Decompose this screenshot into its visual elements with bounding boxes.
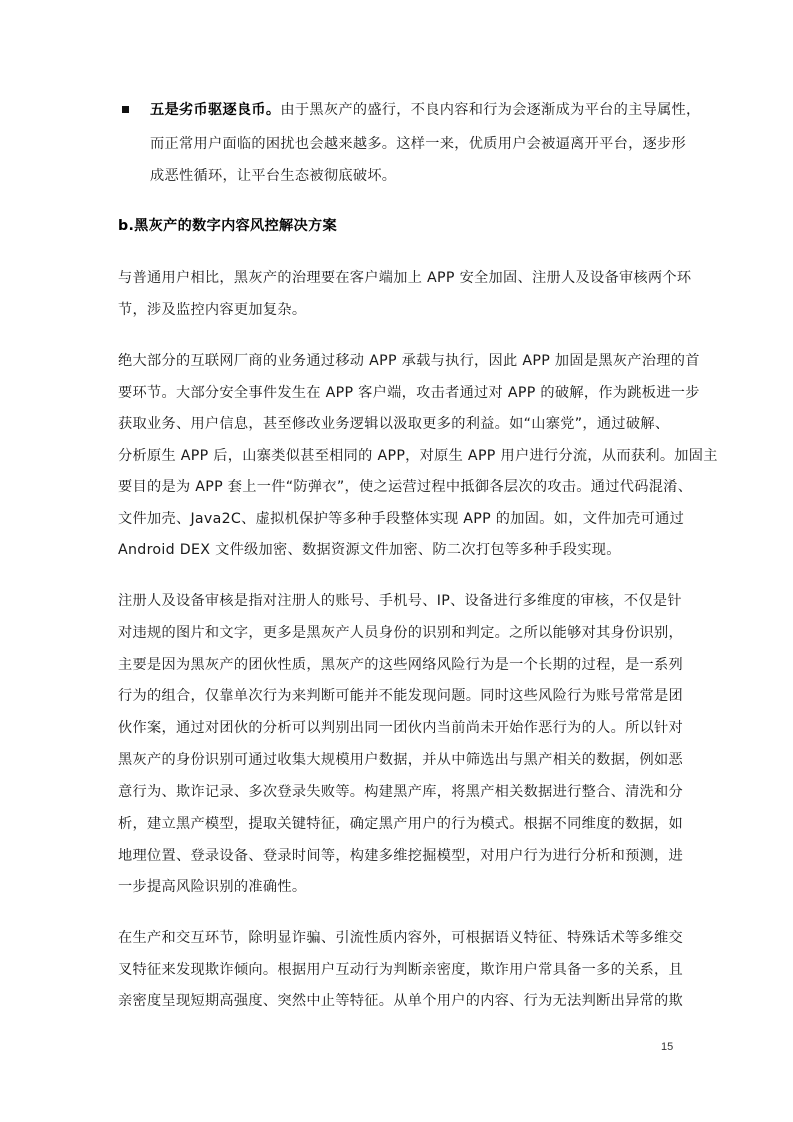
paragraph-2-line: Android DEX 文件级加密、数据资源文件加密、防二次打包等多种手段实现。 (118, 542, 621, 558)
bullet-line-1 (150, 100, 701, 120)
paragraph-3-line: 意行为、欺诈记录、多次登录失败等。构建黑产库，将黑产相关数据进行整合、清洗和分 (118, 784, 684, 800)
bullet-line-3: 成恶性循环，让平台生态被彻底破坏。 (150, 168, 397, 184)
paragraph-3-line: 注册人及设备审核是指对注册人的账号、手机号、IP、设备进行多维度的审核，不仅是针 (118, 593, 682, 609)
paragraph-3-line: 析，建立黑产模型，提取关键特征，确定黑产用户的行为模式。根据不同维度的数据，如 (118, 816, 684, 832)
paragraph-3-line: 对违规的图片和文字，更多是黑灰产人员身份的识别和判定。之所以能够对其身份识别， (118, 625, 684, 641)
bullet-line-1-text: 由于黑灰产的盛行，不良内容和行为会逐渐成为平台的主导属性， (280, 102, 701, 118)
paragraph-3-line: 伙作案，通过对团伙的分析可以判别出同一团伙内当前尚未开始作恶行为的人。所以针对 (118, 720, 684, 736)
paragraph-1-line: 与普通用户相比，黑灰产的治理要在客户端加上 APP 安全加固、注册人及设备审核两个环 (118, 270, 692, 286)
paragraph-4-line: 亲密度呈现短期高强度、突然中止等特征。从单个用户的内容、行为无法判断出异常的欺 (118, 993, 684, 1009)
paragraph-3-line: 主要是因为黑灰产的团伙性质，黑灰产的这些网络风险行为是一个长期的过程，是一系列 (118, 657, 684, 673)
bullet-lead: 五是劣币驱逐良币。 (150, 102, 281, 118)
paragraph-3-line: 行为的组合，仅靠单次行为来判断可能并不能发现问题。同时这些风险行为账号常常是团 (118, 688, 684, 704)
paragraph-3-line: 地理位置、登录设备、登录时间等，构建多维挖掘模型，对用户行为进行分析和预测，进 (118, 848, 684, 864)
paragraph-1-line: 节，涉及监控内容更加复杂。 (118, 302, 307, 318)
paragraph-2-line: 绝大部分的互联网厂商的业务通过移动 APP 承载与执行，因此 APP 加固是黑灰产治理的首 (118, 353, 700, 369)
paragraph-2-line: 要目的是为 APP 套上一件“防弹衣”，使之运营过程中抵御各层次的攻击。通过代码混淆、 (118, 479, 693, 495)
paragraph-3-line: 一步提高风险识别的准确性。 (118, 879, 307, 895)
page-number: 15 (661, 1041, 674, 1053)
section-heading: b.黑灰产的数字内容风控解决方案 (118, 218, 337, 234)
paragraph-2-line: 分析原生 APP 后，山寨类似甚至相同的 APP，对原生 APP 用户进行分流，从而获利。加固主 (118, 448, 718, 464)
paragraph-2-line: 获取业务、用户信息，甚至修改业务逻辑以汲取更多的利益。如“山寨党”，通过破解、 (118, 416, 670, 432)
paragraph-2-line: 文件加壳、Java2C、虚拟机保护等多种手段整体实现 APP 的加固。如，文件加壳可通过 (118, 511, 685, 527)
paragraph-2-line: 要环节。大部分安全事件发生在 APP 客户端，攻击者通过对 APP 的破解，作为跳板进一步 (118, 385, 700, 401)
paragraph-3-line: 黑灰产的身份识别可通过收集大规模用户数据，并从中筛选出与黑产相关的数据，例如恶 (118, 752, 684, 768)
square-bullet-icon (122, 106, 129, 113)
bullet-line-2: 而正常用户面临的困扰也会越来越多。这样一来，优质用户会被逼离开平台，逐步形 (150, 136, 687, 152)
paragraph-4-line: 叉特征来发现欺诈倾向。根据用户互动行为判断亲密度，欺诈用户常具备一多的关系，且 (118, 962, 684, 978)
paragraph-4-line: 在生产和交互环节，除明显诈骗、引流性质内容外，可根据语义特征、特殊话术等多维交 (118, 930, 684, 946)
